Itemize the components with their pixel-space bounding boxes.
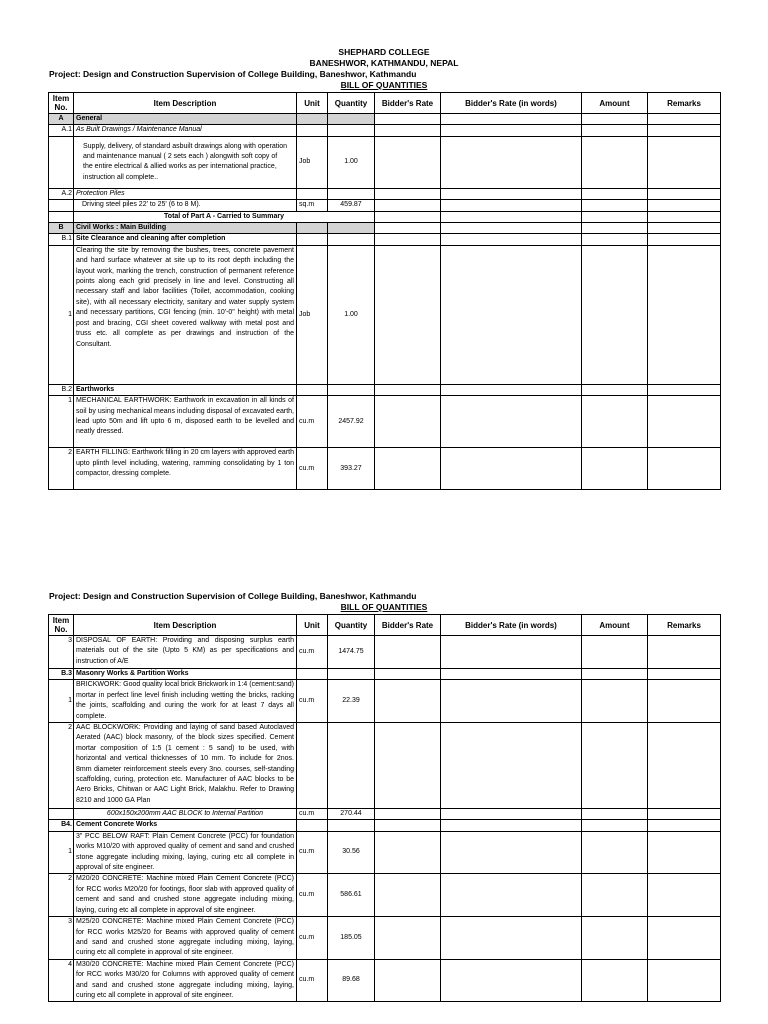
item-quantity: 270.44 bbox=[328, 809, 375, 820]
table-row bbox=[49, 245, 721, 384]
item-no: B.2 bbox=[49, 384, 74, 395]
table-row bbox=[49, 680, 721, 723]
item-no: A bbox=[49, 114, 74, 125]
table-row bbox=[49, 200, 721, 211]
table-row bbox=[49, 874, 721, 917]
col-bidder-rate: Bidder's Rate bbox=[375, 615, 441, 636]
project-title-page2: Project: Design and Construction Supervision of College Building, Baneshwor, Kathmandu bbox=[49, 591, 417, 601]
item-unit: cu.m bbox=[297, 396, 328, 448]
item-description: DISPOSAL OF EARTH: Providing and disposing surplus earth materials out of the site (Upto 5 KM) as per specifications and instruction of A/E bbox=[74, 636, 297, 669]
item-unit: cu.m bbox=[297, 959, 328, 1002]
table-header-row bbox=[49, 615, 721, 636]
item-no: 3 bbox=[49, 917, 74, 960]
table-row bbox=[49, 211, 721, 222]
item-quantity: 586.61 bbox=[328, 874, 375, 917]
item-unit: cu.m bbox=[297, 680, 328, 723]
college-name: SHEPHARD COLLEGE bbox=[338, 47, 430, 57]
item-no: 1 bbox=[49, 396, 74, 448]
table-row bbox=[49, 959, 721, 1002]
item-no: B.1 bbox=[49, 234, 74, 245]
col-remarks: Remarks bbox=[648, 93, 721, 114]
item-unit: cu.m bbox=[297, 448, 328, 490]
col-amount: Amount bbox=[582, 93, 648, 114]
item-description: Masonry Works & Partition Works bbox=[74, 669, 297, 680]
item-unit: cu.m bbox=[297, 917, 328, 960]
item-quantity: 89.68 bbox=[328, 959, 375, 1002]
item-description: As Built Drawings / Maintenance Manual bbox=[74, 125, 297, 136]
col-quantity: Quantity bbox=[328, 615, 375, 636]
item-description: Driving steel piles 22' to 25' (6 to 8 M). bbox=[74, 200, 297, 211]
table-header-row bbox=[49, 93, 721, 114]
item-description: M30/20 CONCRETE: Machine mixed Plain Cement Concrete (PCC) for RCC works M30/20 for Columns with approved quality of cement and sand and crushed stone aggregate including mixing, laying, curing etc all complete in approval of site engineer. bbox=[74, 959, 297, 1002]
table-row bbox=[49, 820, 721, 831]
college-address: BANESHWOR, KATHMANDU, NEPAL bbox=[309, 58, 459, 68]
item-quantity: 1.00 bbox=[328, 136, 375, 188]
item-unit: Job bbox=[297, 136, 328, 188]
item-no: B.3 bbox=[49, 669, 74, 680]
boq-table-page2 bbox=[48, 614, 721, 1002]
item-description: MECHANICAL EARTHWORK: Earthwork in excavation in all kinds of soil by using mechanical means including disposal of excavated earth, lead upto 50m and lift upto 6 m, disposed earth to be levelled and neatly dressed. bbox=[74, 396, 297, 448]
item-description: EARTH FILLING: Earthwork filling in 20 cm layers with approved earth upto plinth level including, watering, ramming consolidating by 1 ton compactor, dressing complete. bbox=[74, 448, 297, 490]
item-no: 1 bbox=[49, 831, 74, 874]
item-quantity: 393.27 bbox=[328, 448, 375, 490]
item-description: BRICKWORK: Good quality local brick Brickwork in 1:4 (cement:sand) mortar in perfect line level finish including wetting the bricks, racking the joints, scaffolding and curing the work for at least 7 days all complete. bbox=[74, 680, 297, 723]
item-quantity: 30.56 bbox=[328, 831, 375, 874]
col-amount: Amount bbox=[582, 615, 648, 636]
item-description: M20/20 CONCRETE: Machine mixed Plain Cement Concrete (PCC) for RCC works M20/20 for footings, floor slab with approved quality of cement and sand and crushed stone aggregate including mixing, laying, curing etc all complete in approval of site engineer. bbox=[74, 874, 297, 917]
item-description: Cement Concrete Works bbox=[74, 820, 297, 831]
item-quantity: 1.00 bbox=[328, 245, 375, 384]
item-no: 1 bbox=[49, 680, 74, 723]
table-row bbox=[49, 917, 721, 960]
item-description: 600x150x200mm AAC BLOCK to Internal Partition bbox=[74, 809, 297, 820]
table-row bbox=[49, 136, 721, 188]
col-item-no: Item No. bbox=[49, 93, 74, 114]
item-description: Earthworks bbox=[74, 384, 297, 395]
item-description: Supply, delivery, of standard asbuilt drawings along with operation and maintenance manual ( 2 sets each ) alongwith soft copy of the entire electrical & allied works as per international practice, instruction all complete.. bbox=[74, 136, 297, 188]
col-bidder-rate-words: Bidder's Rate (in words) bbox=[441, 93, 582, 114]
col-description: Item Description bbox=[74, 615, 297, 636]
item-unit: cu.m bbox=[297, 874, 328, 917]
col-bidder-rate-words: Bidder's Rate (in words) bbox=[441, 615, 582, 636]
table-row bbox=[49, 384, 721, 395]
item-quantity: 2457.92 bbox=[328, 396, 375, 448]
table-row bbox=[49, 723, 721, 809]
table-row bbox=[49, 636, 721, 669]
item-no: 1 bbox=[49, 245, 74, 384]
item-unit: cu.m bbox=[297, 636, 328, 669]
item-no: 2 bbox=[49, 874, 74, 917]
table-row bbox=[49, 125, 721, 136]
item-quantity: 459.87 bbox=[328, 200, 375, 211]
item-no: 3 bbox=[49, 636, 74, 669]
item-no: A.2 bbox=[49, 188, 74, 199]
table-row bbox=[49, 669, 721, 680]
table-row bbox=[49, 809, 721, 820]
item-description: Protection Piles bbox=[74, 188, 297, 199]
item-no: 2 bbox=[49, 723, 74, 809]
item-no: A.1 bbox=[49, 125, 74, 136]
col-bidder-rate: Bidder's Rate bbox=[375, 93, 441, 114]
col-unit: Unit bbox=[297, 93, 328, 114]
item-unit: sq.m bbox=[297, 200, 328, 211]
item-description: M25/20 CONCRETE: Machine mixed Plain Cement Concrete (PCC) for RCC works M25/20 for Beams with approved quality of cement and sand and crushed stone aggregate including mixing, laying, curing etc all complete in approval of site engineer. bbox=[74, 917, 297, 960]
item-no bbox=[49, 136, 74, 188]
col-remarks: Remarks bbox=[648, 615, 721, 636]
boq-title: BILL OF QUANTITIES bbox=[340, 80, 428, 90]
col-item-no: Item No. bbox=[49, 615, 74, 636]
item-description: AAC BLOCKWORK: Providing and laying of sand based Autoclaved Aerated (AAC) block masonry, of the block sizes specified. Cement mortar composition of 1:5 (1 cement : 5 sand) to be used, with horizontal and vertical thicknesses of 10 mm. To include for 2nos. 8mm diameter reinforcement steels every 3no. courses, self-standing scaffolding, curing, protection etc. Manufacturer of AAC blocks to be Aero Bricks, Chitwan or AAC Light Brick, Malakhu. Refer to Drawing 8210 and 1000 GA Plan bbox=[74, 723, 297, 809]
item-quantity: 185.05 bbox=[328, 917, 375, 960]
item-unit: cu.m bbox=[297, 809, 328, 820]
table-row bbox=[49, 831, 721, 874]
item-no: B4. bbox=[49, 820, 74, 831]
item-no: 2 bbox=[49, 448, 74, 490]
table-row bbox=[49, 448, 721, 490]
col-unit: Unit bbox=[297, 615, 328, 636]
item-unit: Job bbox=[297, 245, 328, 384]
table-row bbox=[49, 234, 721, 245]
table-row bbox=[49, 396, 721, 448]
item-quantity: 22.39 bbox=[328, 680, 375, 723]
boq-title-page2: BILL OF QUANTITIES bbox=[340, 602, 428, 612]
col-quantity: Quantity bbox=[328, 93, 375, 114]
col-description: Item Description bbox=[74, 93, 297, 114]
item-description: Clearing the site by removing the bushes, trees, concrete pavement and hard surface whatever at site up to its root depth including the layout work, marking the trench, construction of permanent reference points along each grid precisely in line and level. Constructing all necessary staff and labor facilities (Toilet, accommodation, cooking site), with all necessary electricity, sanitary and water supply system and necessary partitions, CGI fencing (min. 10'-0" height) with metal post and bracing, CGI sheet covered walkway with metal post and truss etc. all complete as per drawings and instruction of the Consultant. bbox=[74, 245, 297, 384]
item-unit: cu.m bbox=[297, 831, 328, 874]
boq-table-page1 bbox=[48, 92, 721, 490]
project-title: Project: Design and Construction Supervision of College Building, Baneshwor, Kathmandu bbox=[49, 69, 417, 79]
table-row bbox=[49, 188, 721, 199]
item-description: 3" PCC BELOW RAFT: Plain Cement Concrete (PCC) for foundation works M10/20 with approved quality of cement and sand and crushed stone aggregate including mixing, laying, curing etc all complete in approval of site engineer. bbox=[74, 831, 297, 874]
item-description: General bbox=[74, 114, 297, 125]
table-row bbox=[49, 223, 721, 234]
item-no bbox=[49, 200, 74, 211]
item-description: Civil Works : Main Building bbox=[74, 223, 297, 234]
item-quantity: 1474.75 bbox=[328, 636, 375, 669]
item-no: B bbox=[49, 223, 74, 234]
item-description: Site Clearance and cleaning after completion bbox=[74, 234, 297, 245]
item-no: 4 bbox=[49, 959, 74, 1002]
part-a-total: Total of Part A - Carried to Summary bbox=[74, 211, 375, 222]
table-row bbox=[49, 114, 721, 125]
